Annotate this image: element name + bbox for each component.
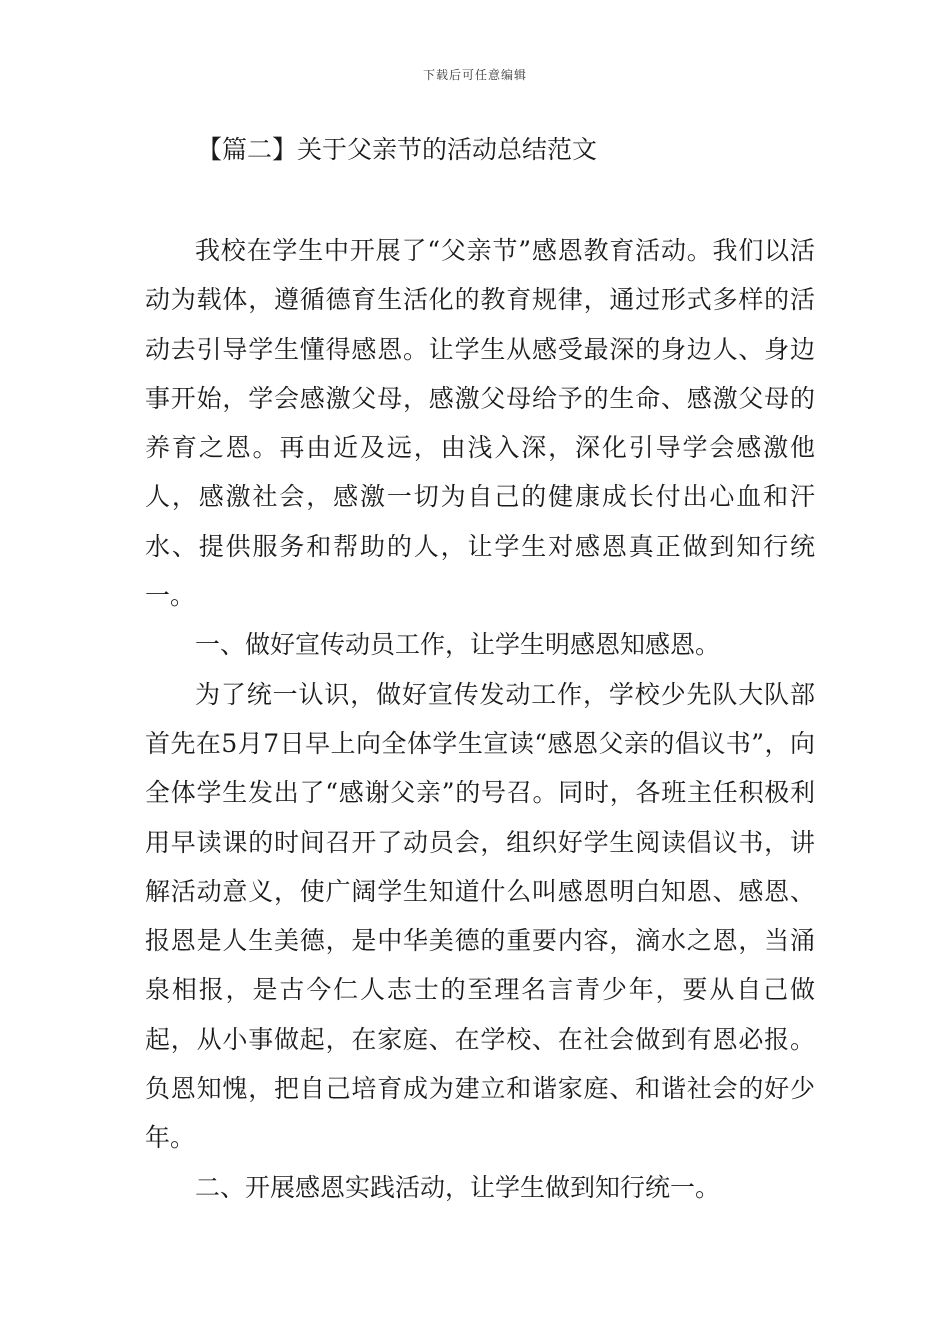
paragraph-intro: 我校在学生中开展了“父亲节”感恩教育活动。我们以活动为载体，遵循德育生活化的教育规律，通过形式多样的活动去引导学生懂得感恩。让学生从感受最深的身边人、身边事开始，学会感激父母，感激父母给予的生命、感激父母的养育之恩。再由近及远，由浅入深，深化引导学会感激他人，感激社会，感激一切为自己的健康成长付出心血和汗水、提供服务和帮助的人，让学生对感恩真正做到知行统一。: [145, 236, 815, 611]
section-heading-one: 一、做好宣传动员工作，让学生明感恩知感恩。: [195, 630, 721, 660]
paragraph-section-one: 为了统一认识，做好宣传发动工作，学校少先队大队部首先在5月7日早上向全体学生宣读“感恩父亲的倡议书”，向全体学生发出了“感谢父亲”的号召。同时，各班主任积极利用早读课的时间召开了动员会，组织好学生阅读倡议书，讲解活动意义，使广阔学生知道什么叫感恩明白知恩、感恩、报恩是人生美德，是中华美德的重要内容，滴水之恩，当涌泉相报，是古今仁人志士的至理名言青少年，要从自己做起，从小事做起，在家庭、在学校、在社会做到有恩必报。负恩知愧，把自己培育成为建立和谐家庭、和谐社会的好少年。: [145, 679, 815, 1153]
document-title: 【篇二】关于父亲节的活动总结范文: [197, 135, 598, 164]
section-heading-two: 二、开展感恩实践活动，让学生做到知行统一。: [195, 1172, 721, 1202]
header-note: 下载后可任意编辑: [422, 68, 527, 82]
document-body: [145, 226, 815, 1212]
